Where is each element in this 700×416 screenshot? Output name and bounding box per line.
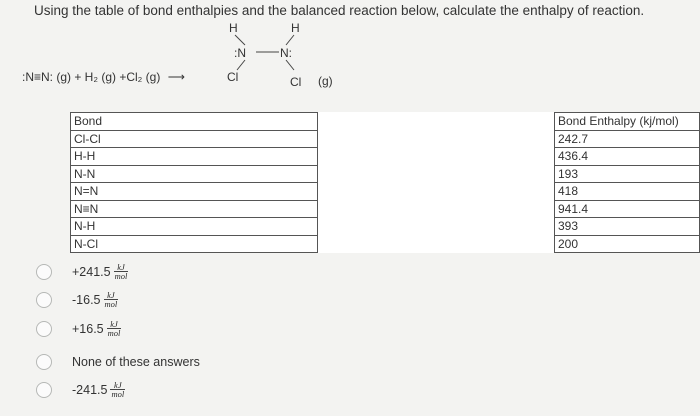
answer-label: -241.5 [72, 383, 108, 397]
unit-denominator: mol [104, 298, 118, 309]
cell-enthalpy: 242.7 [555, 130, 700, 148]
bond-n-cl-right [286, 60, 294, 70]
table-row [71, 235, 700, 253]
answer-option[interactable] [36, 286, 118, 314]
cell-enthalpy: 193 [555, 165, 700, 183]
unit-denominator: mol [107, 327, 121, 338]
table-row [71, 183, 700, 201]
radio-button[interactable] [36, 264, 52, 280]
answer-option[interactable] [36, 348, 200, 376]
answer-option[interactable] [36, 376, 125, 404]
dichlorohydrazine-diagram [220, 18, 330, 88]
radio-button[interactable] [36, 321, 52, 337]
question-text: Using the table of bond enthalpies and the balanced reaction below, calculate the enthalpy of reaction. [34, 3, 645, 18]
cell-spacer [318, 130, 555, 148]
unit-numerator: kJ [114, 379, 122, 390]
reaction-equation [22, 70, 189, 84]
bond-enthalpy-table [70, 112, 700, 253]
atom-n-right: N: [280, 46, 292, 60]
cell-spacer [318, 183, 555, 201]
bond-n-cl-left [237, 60, 245, 70]
unit-fraction [107, 320, 122, 337]
cell-enthalpy: 436.4 [555, 148, 700, 166]
unit-numerator: kJ [107, 289, 115, 300]
unit-denominator: mol [114, 270, 128, 281]
cell-spacer [318, 200, 555, 218]
cell-bond: N-H [71, 218, 318, 236]
reaction-arrow: ⟶ [167, 70, 185, 84]
cell-spacer [318, 113, 555, 131]
cell-bond: N=N [71, 183, 318, 201]
cell-bond: N-N [71, 165, 318, 183]
atom-cl-right: Cl [290, 75, 302, 88]
product-structure [220, 18, 330, 88]
cell-spacer [318, 218, 555, 236]
cell-bond: N≡N [71, 200, 318, 218]
table-row [71, 200, 700, 218]
radio-button[interactable] [36, 292, 52, 308]
unit-fraction [104, 291, 119, 308]
header-enthalpy: Bond Enthalpy (kj/mol) [555, 113, 700, 131]
unit-fraction [110, 381, 125, 398]
unit-numerator: kJ [110, 318, 118, 329]
radio-button[interactable] [36, 382, 52, 398]
table-row [71, 148, 700, 166]
table-header-row [71, 113, 700, 131]
atom-n-left: :N [234, 46, 246, 60]
bond-h-n-left [235, 35, 245, 45]
cell-enthalpy: 200 [555, 235, 700, 253]
cell-spacer [318, 235, 555, 253]
reactants: :N≡N: (g) + H₂ (g) +Cl₂ (g) [22, 70, 161, 84]
header-bond: Bond [71, 113, 318, 131]
cell-enthalpy: 941.4 [555, 200, 700, 218]
answer-label: +16.5 [72, 322, 104, 336]
answer-label: +241.5 [72, 265, 111, 279]
unit-fraction [114, 263, 129, 280]
radio-button[interactable] [36, 354, 52, 370]
cell-bond: Cl-Cl [71, 130, 318, 148]
product-phase: (g) [318, 74, 333, 88]
cell-enthalpy: 418 [555, 183, 700, 201]
atom-cl-left: Cl [227, 70, 239, 84]
atom-h-right: H [291, 21, 300, 35]
atom-h-left: H [229, 21, 238, 35]
table-row [71, 218, 700, 236]
cell-bond: N-Cl [71, 235, 318, 253]
table-row [71, 130, 700, 148]
cell-spacer [318, 148, 555, 166]
unit-denominator: mol [111, 388, 125, 399]
cell-spacer [318, 165, 555, 183]
bond-h-n-right [286, 35, 294, 45]
unit-numerator: kJ [117, 261, 125, 272]
cell-enthalpy: 393 [555, 218, 700, 236]
cell-bond: H-H [71, 148, 318, 166]
answer-label: None of these answers [72, 355, 200, 369]
table-row [71, 165, 700, 183]
answer-label: -16.5 [72, 293, 101, 307]
answer-option[interactable] [36, 258, 128, 286]
answer-option[interactable] [36, 315, 121, 343]
